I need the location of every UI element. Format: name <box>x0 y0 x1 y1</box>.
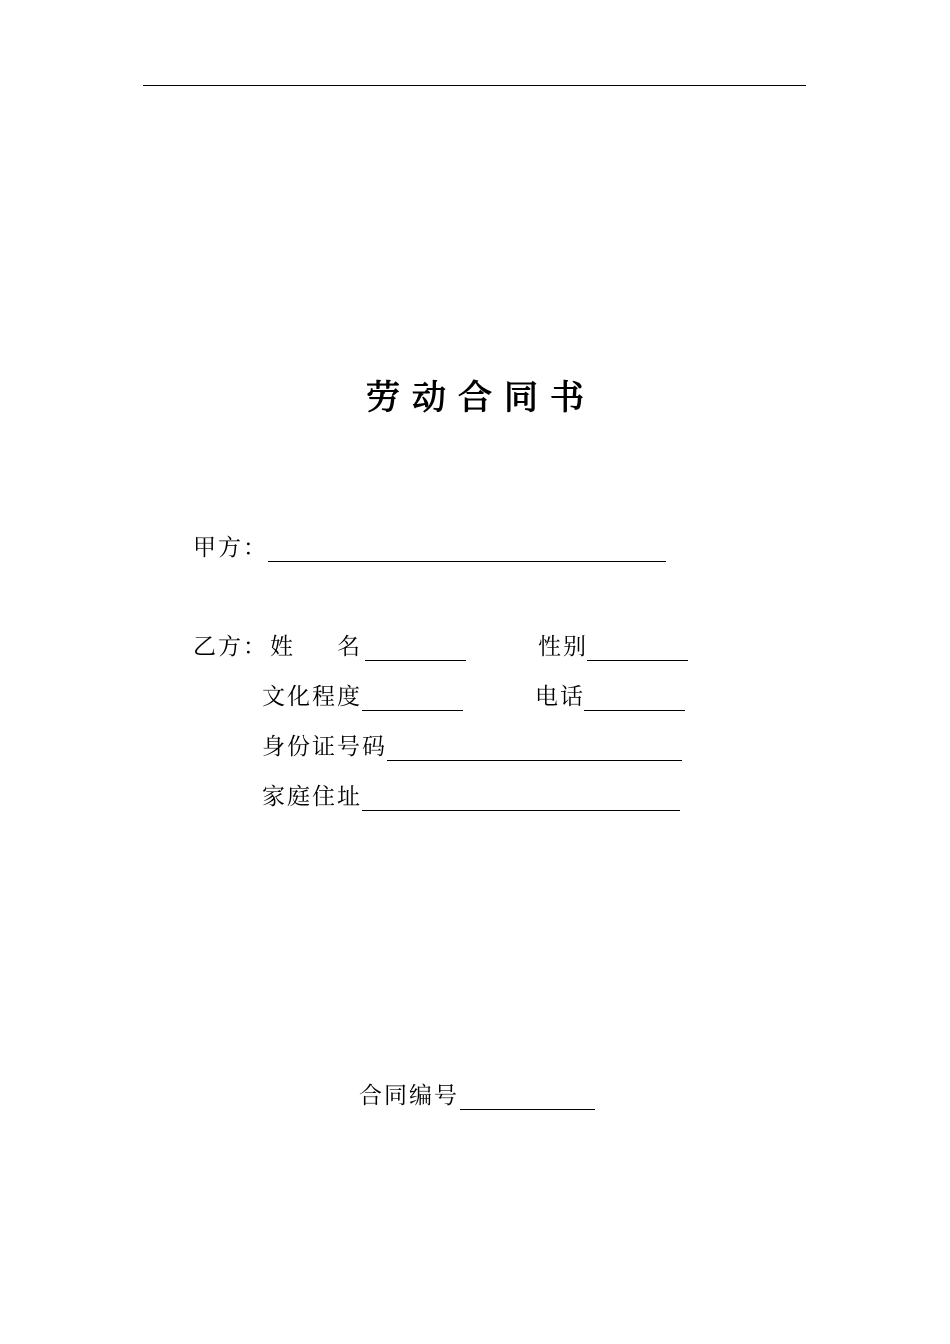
party-b-label: 乙方： <box>193 634 268 660</box>
name-label-part2: 名 <box>337 634 362 660</box>
address-blank[interactable] <box>362 810 680 811</box>
gender-label: 性别 <box>538 634 588 660</box>
name-blank[interactable] <box>365 660 466 661</box>
address-label: 家庭住址 <box>262 784 362 810</box>
header-rule <box>143 85 806 86</box>
gender-blank[interactable] <box>587 660 688 661</box>
party-a-blank[interactable] <box>268 561 666 562</box>
name-label <box>270 632 362 662</box>
phone-blank[interactable] <box>584 710 685 711</box>
document-title: 劳动合同书 <box>366 378 596 418</box>
id-number-blank[interactable] <box>387 760 682 761</box>
phone-label: 电话 <box>535 684 585 710</box>
contract-number-label: 合同编号 <box>359 1083 459 1109</box>
education-blank[interactable] <box>362 710 463 711</box>
contract-number-blank[interactable] <box>460 1109 595 1110</box>
name-label-part1: 姓 <box>270 634 295 660</box>
party-a-label: 甲方： <box>193 535 268 561</box>
id-number-label: 身份证号码 <box>262 734 387 760</box>
education-label: 文化程度 <box>262 684 362 710</box>
